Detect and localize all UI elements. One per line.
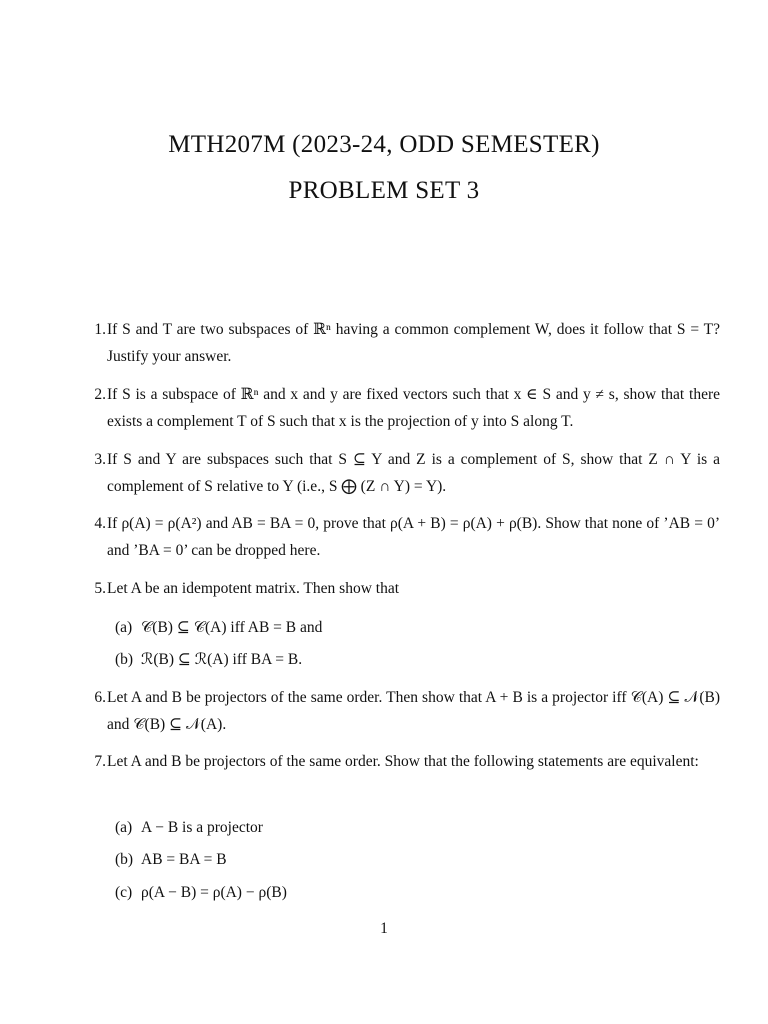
problem-number: 1. — [94, 321, 106, 338]
problem-text: Let A and B be projectors of the same order. Show that the following statements are equivalent: — [107, 753, 699, 770]
problem-text: If S and T are two subspaces of ℝⁿ having a common complement W, does it follow that S = T? Justify your answer. — [107, 321, 720, 365]
problem-number: 4. — [94, 515, 106, 532]
sub-item-text: A − B is a projector — [141, 819, 263, 836]
sub-item-text: ℛ(B) ⊆ ℛ(A) iff BA = B. — [141, 651, 303, 668]
sub-item-label: (a) — [115, 819, 133, 836]
sub-item-label: (c) — [115, 884, 133, 901]
page-number: 1 — [380, 920, 388, 937]
problem-number: 5. — [94, 580, 106, 597]
sub-item-label: (b) — [115, 651, 134, 668]
problem-text: If S and Y are subspaces such that S ⊆ Y and Z is a complement of S, show that Z ∩ Y is a complement of S relative to Y (i.e., S ⨁ (Z ∩ Y) = Y). — [107, 451, 720, 495]
page-subtitle: PROBLEM SET 3 — [288, 177, 480, 204]
sub-item-label: (a) — [115, 619, 133, 636]
problem-text: If S is a subspace of ℝⁿ and x and y are fixed vectors such that x ∈ S and y ≠ s, show that there exists a complement T of S such that x is the projection of y into S along T. — [107, 386, 720, 430]
page-title: MTH207M (2023-24, ODD SEMESTER) — [168, 131, 600, 158]
problem-text: Let A and B be projectors of the same order. Then show that A + B is a projector iff 𝒞(A) ⊆ 𝒩(B) and 𝒞(B) ⊆ 𝒩(A). — [107, 689, 720, 733]
problem-number: 3. — [94, 451, 106, 468]
problem-number: 2. — [94, 386, 106, 403]
sub-item-label: (b) — [115, 851, 134, 868]
sub-item-text: ρ(A − B) = ρ(A) − ρ(B) — [141, 884, 287, 901]
problem-number: 6. — [94, 689, 106, 706]
sub-item-text: AB = BA = B — [141, 851, 227, 868]
problem-text: If ρ(A) = ρ(A²) and AB = BA = 0, prove that ρ(A + B) = ρ(A) + ρ(B). Show that none of ’AB = 0’ and ’BA = 0’ can be dropped here. — [107, 515, 720, 559]
problem-number: 7. — [94, 753, 106, 770]
sub-item-text: 𝒞(B) ⊆ 𝒞(A) iff AB = B and — [141, 619, 323, 636]
problem-text: Let A be an idempotent matrix. Then show that — [107, 580, 400, 597]
